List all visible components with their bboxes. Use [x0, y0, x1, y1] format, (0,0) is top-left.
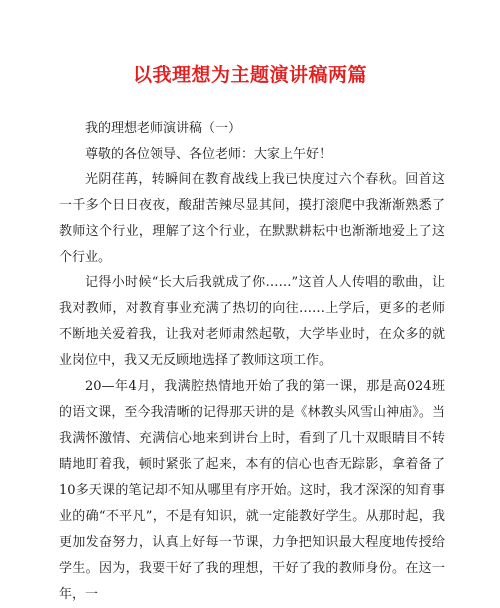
greeting: [85, 142, 445, 168]
paragraph-3-text: 20—年4月，我满腔热情地开始了我的第一课，那是高024班的语文课，至今我清晰的记得那天讲的是《林教头风雪山神庙》。当我满怀激情、充满信心地来到讲台上时，看到了几十双眼睛目不转睛地盯着我，顿时紧张了起来，本有的信心也杳无踪影，拿着备了10多天课的笔记却不知从哪里有序开始。这时，我才深深的知育事业的确“不平凡”，不是有知识，就一定能教好学生。从那时起，我更加发奋努力，认真上好每一节课，力争把知识最大程度地传授给学生。因为，我要干好了我的理想，干好了我的教师身份。在这一年，一: [59, 379, 445, 602]
paragraph-2: [59, 270, 445, 374]
paragraph-1-text: 光阴荏苒，转瞬间在教育战线上我已快度过六个春秋。回首这一千多个日日夜夜，酸甜苦辣尽显其间，摸打滚爬中我渐渐熟悉了教师这个行业，理解了这个行业，在默默耕耘中也渐渐地爱上了这个行业。: [59, 172, 445, 265]
paragraph-2-text: 记得小时候“长大后我就成了你……”这首人人传唱的歌曲，让我对教师，对教育事业充满了热切的向往……上学后，更多的老师不断地关爱着我，让我对老师肃然起敬，大学毕业时，在众多的就业岗位中，我又无反顾地选择了教师这项工作。: [59, 275, 445, 368]
document-title: 以我理想为主题演讲稿两篇: [132, 64, 367, 86]
section-heading-text: 我的理想老师演讲稿（一）: [85, 121, 242, 136]
section-heading: [85, 116, 445, 142]
greeting-text: 尊敬的各位领导、各位老师：大家上午好！: [85, 147, 333, 162]
paragraph-3: [59, 374, 445, 608]
paragraph-1: [59, 167, 445, 271]
